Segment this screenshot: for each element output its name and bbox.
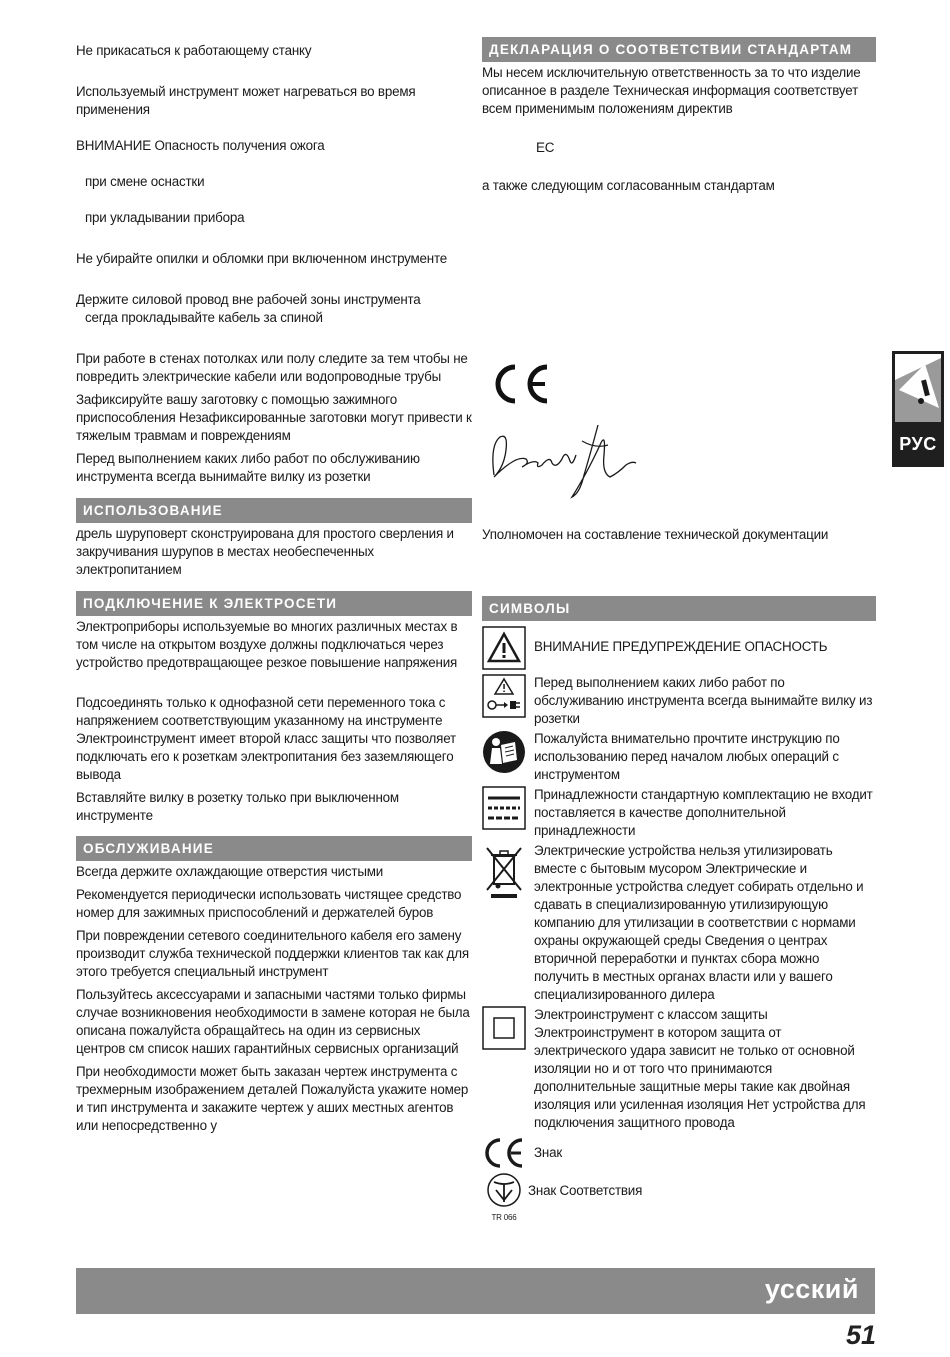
paragraph: Не убирайте опилки и обломки при включенном инструменте (76, 251, 447, 266)
symbol-text: Электрические устройства нельзя утилизировать вместе с бытовым мусором Электрические и электронные устройства следует собирать отдельно и сдавать в специализированную утилизирующую компанию для утилизации в соответствии с нормами охраны окружающей среды Сведения о центрах вторичной переработки и пунктах сбора можно получить в местных органах власти или у вашего специализированного дилера (534, 843, 864, 1002)
symbol-row (482, 730, 876, 784)
section-heading-symbols: СИМВОЛЫ (482, 596, 876, 621)
symbol-row (482, 626, 876, 670)
paragraph: Электроприборы используемые во многих различных местах в том числе на открытом воздухе должны подключаться через устройство предотвращающее резкое повышение напряжения (76, 619, 458, 670)
paragraph: Не прикасаться к работающему станку (76, 43, 312, 58)
tab-warning-panel (895, 354, 941, 422)
symbol-text: Электроинструмент с классом защиты Электроинструмент в котором защита от электрического удара зависит не только от основной изоляции но и от того что принимаются дополнительные защитные меры такие как двойная изоляция или усиленная изоляция Нет устройства для подключения защитного провода (534, 1007, 866, 1130)
accessories-icon (482, 786, 526, 830)
symbol-text: ВНИМАНИЕ ПРЕДУПРЕЖДЕНИЕ ОПАСНОСТЬ (534, 639, 828, 654)
language-tab (892, 351, 944, 467)
paragraph-text: сегда прокладывайте кабель за спиной (85, 310, 323, 325)
paragraph: а также следующим согласованным стандартам (482, 178, 775, 193)
paragraph: дрель шуруповерт сконструирована для простого сверления и закручивания шурупов в местах необеспеченных электропитанием (76, 526, 454, 577)
ce-mark-large-icon (487, 362, 551, 406)
paragraph: Рекомендуется периодически использовать чистящее средство номер для зажимных приспособлений и держателей буров (76, 887, 462, 920)
symbol-text: Принадлежности стандартную комплектацию не входит поставляется в качестве дополнительной принадлежности (534, 787, 873, 838)
paragraph: Перед выполнением каких либо работ по обслуживанию инструмента всегда вынимайте вилку из розетки (76, 451, 420, 484)
symbol-text: Знак (534, 1145, 562, 1160)
unplug-warning-icon (482, 674, 526, 718)
paragraph: Подсоединять только к однофазной сети переменного тока с напряжением соответствующим указанному на инструменте Электроинструмент имеет второй класс защиты что позволяет подключать его к розеткам электропитания без заземляющего вывода (76, 695, 456, 782)
paragraph: Пользуйтесь аксессуарами и запасными частями только фирмы случае возникновения необходимости в замене которая не была описана пожалуйста обращайтесь на один из сервисных центров см список наших гарантийных сервисных организаций (76, 987, 470, 1056)
paragraph: Мы несем исключительную ответственность за то что изделие описанное в разделе Техническая информация соответствует всем применимым положениям директив (482, 65, 861, 116)
paragraph (76, 65, 472, 245)
language-label: РУС (899, 434, 937, 454)
left-column (76, 42, 472, 1140)
warning-triangle-icon (482, 626, 526, 670)
read-manual-icon (482, 730, 526, 774)
tr-badge-label: TR 066 (491, 1213, 517, 1222)
footer-bar (76, 1268, 875, 1314)
tr-certification-mark (482, 1172, 526, 1222)
paragraph: Зафиксируйте вашу заготовку с помощью зажимного приспособления Незафиксированные заготовки могут привести к тяжелым травмам и повреждениям (76, 392, 472, 443)
section-heading-usage: ИСПОЛЬЗОВАНИЕ (76, 498, 472, 523)
list-item: при смене оснастки (85, 174, 205, 189)
section-heading-service: ОБСЛУЖИВАНИЕ (76, 836, 472, 861)
paragraph: Вставляйте вилку в розетку только при выключенном инструменте (76, 790, 399, 823)
symbol-row (482, 842, 876, 1004)
paragraph-text: Используемый инструмент может нагреваться во время применения (76, 84, 416, 117)
paragraph: При работе в стенах потолках или полу следите за тем чтобы не повредить электрические кабели или водопроводные трубы (76, 351, 468, 384)
page-number: 51 (845, 1320, 876, 1350)
footer-title: усский (764, 1274, 859, 1304)
symbol-row (482, 1172, 876, 1222)
weee-bin-icon (482, 842, 526, 902)
section-heading-declaration: ДЕКЛАРАЦИЯ О СООТВЕТСТВИИ СТАНДАРТАМ (482, 37, 876, 62)
signature-image (486, 415, 646, 500)
symbol-row (482, 674, 876, 728)
section-heading-power: ПОДКЛЮЧЕНИЕ К ЭЛЕКТРОСЕТИ (76, 591, 472, 616)
symbol-text: Перед выполнением каких либо работ по обслуживанию инструмента всегда вынимайте вилку из розетки (534, 675, 873, 726)
symbol-text: Пожалуйста внимательно прочтите инструкцию по использованию перед началом любых операций с инструментом (534, 731, 840, 782)
paragraph (76, 273, 472, 345)
ec-label: ЕС (536, 140, 555, 155)
warning-icon (895, 354, 941, 422)
ce-mark-icon (482, 1136, 526, 1170)
symbol-row (482, 786, 876, 840)
list-item: при укладывании прибора (85, 210, 245, 225)
class-two-insulation-icon (482, 1006, 526, 1050)
symbol-text: Знак Соответствия (528, 1183, 643, 1198)
symbol-row (482, 1136, 876, 1170)
paragraph: Всегда держите охлаждающие отверстия чистыми (76, 864, 384, 879)
paragraph: При повреждении сетевого соединительного кабеля его замену производит служба технической поддержки клиентов так как для этого требуется специальный инструмент (76, 928, 469, 979)
right-column (482, 37, 876, 1224)
paragraph-text: ВНИМАНИЕ Опасность получения ожога (76, 138, 325, 153)
paragraph: При необходимости может быть заказан чертеж инструмента с трехмерным изображением деталей Пожалуйста укажите номер и тип инструмента и закажите чертеж у аших местных агентов или непосредственно у (76, 1064, 469, 1133)
authorized-text: Уполномочен на составление технической документации (482, 527, 829, 542)
paragraph-text: Держите силовой провод вне рабочей зоны инструмента (76, 292, 421, 307)
tr-certification-icon (486, 1172, 522, 1208)
symbol-row (482, 1006, 876, 1132)
